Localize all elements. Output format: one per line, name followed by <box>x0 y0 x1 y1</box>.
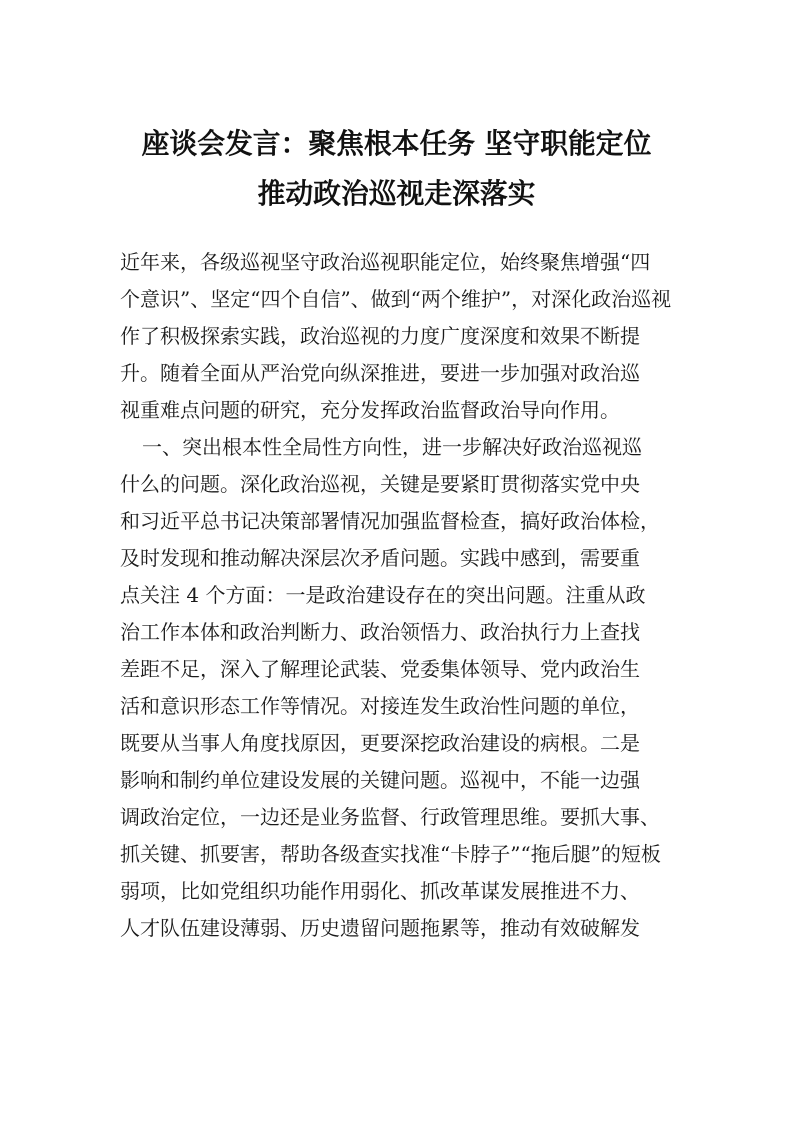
body-line: 调政治定位，一边还是业务监督、行政管理思维。要抓大事、 <box>120 805 660 829</box>
body-line: 抓关键、抓要害，帮助各级查实找准“卡脖子”“拖后腿”的短板 <box>120 842 661 866</box>
body-line: 治工作本体和政治判断力、政治领悟力、政治执行力上查找 <box>120 620 640 644</box>
body-line: 差距不足，深入了解理论武装、党委集体领导、党内政治生 <box>120 657 640 681</box>
body-line: 点关注 4 个方面：一是政治建设存在的突出问题。注重从政 <box>120 583 646 607</box>
document-title-line-1: 座谈会发言：聚焦根本任务 坚守职能定位 <box>141 127 652 160</box>
body-line: 个意识”、坚定“四个自信”、做到“两个维护”，对深化政治巡视 <box>120 287 672 311</box>
body-line: 人才队伍建设薄弱、历史遗留问题拖累等，推动有效破解发 <box>120 916 640 940</box>
body-line: 升。随着全面从严治党向纵深推进，要进一步加强对政治巡 <box>120 361 640 385</box>
body-line: 和习近平总书记决策部署情况加强监督检查，搞好政治体检， <box>120 509 660 533</box>
document-title-line-2: 推动政治巡视走深落实 <box>257 177 536 210</box>
body-line: 作了积极探索实践，政治巡视的力度广度深度和效果不断提 <box>120 324 640 348</box>
body-line: 既要从当事人角度找原因，更要深挖政治建设的病根。二是 <box>120 731 640 755</box>
body-line: 影响和制约单位建设发展的关键问题。巡视中，不能一边强 <box>120 768 640 792</box>
body-line-section-heading: 一、突出根本性全局性方向性，进一步解决好政治巡视巡 <box>142 435 642 459</box>
body-line: 弱项，比如党组织功能作用弱化、抓改革谋发展推进不力、 <box>120 879 640 903</box>
body-line: 什么的问题。深化政治巡视，关键是要紧盯贯彻落实党中央 <box>120 472 640 496</box>
body-line: 视重难点问题的研究，充分发挥政治监督政治导向作用。 <box>120 398 620 422</box>
body-line: 及时发现和推动解决深层次矛盾问题。实践中感到，需要重 <box>120 546 640 570</box>
body-line: 活和意识形态工作等情况。对接连发生政治性问题的单位， <box>120 694 640 718</box>
body-line: 近年来，各级巡视坚守政治巡视职能定位，始终聚焦增强“四 <box>120 250 651 274</box>
